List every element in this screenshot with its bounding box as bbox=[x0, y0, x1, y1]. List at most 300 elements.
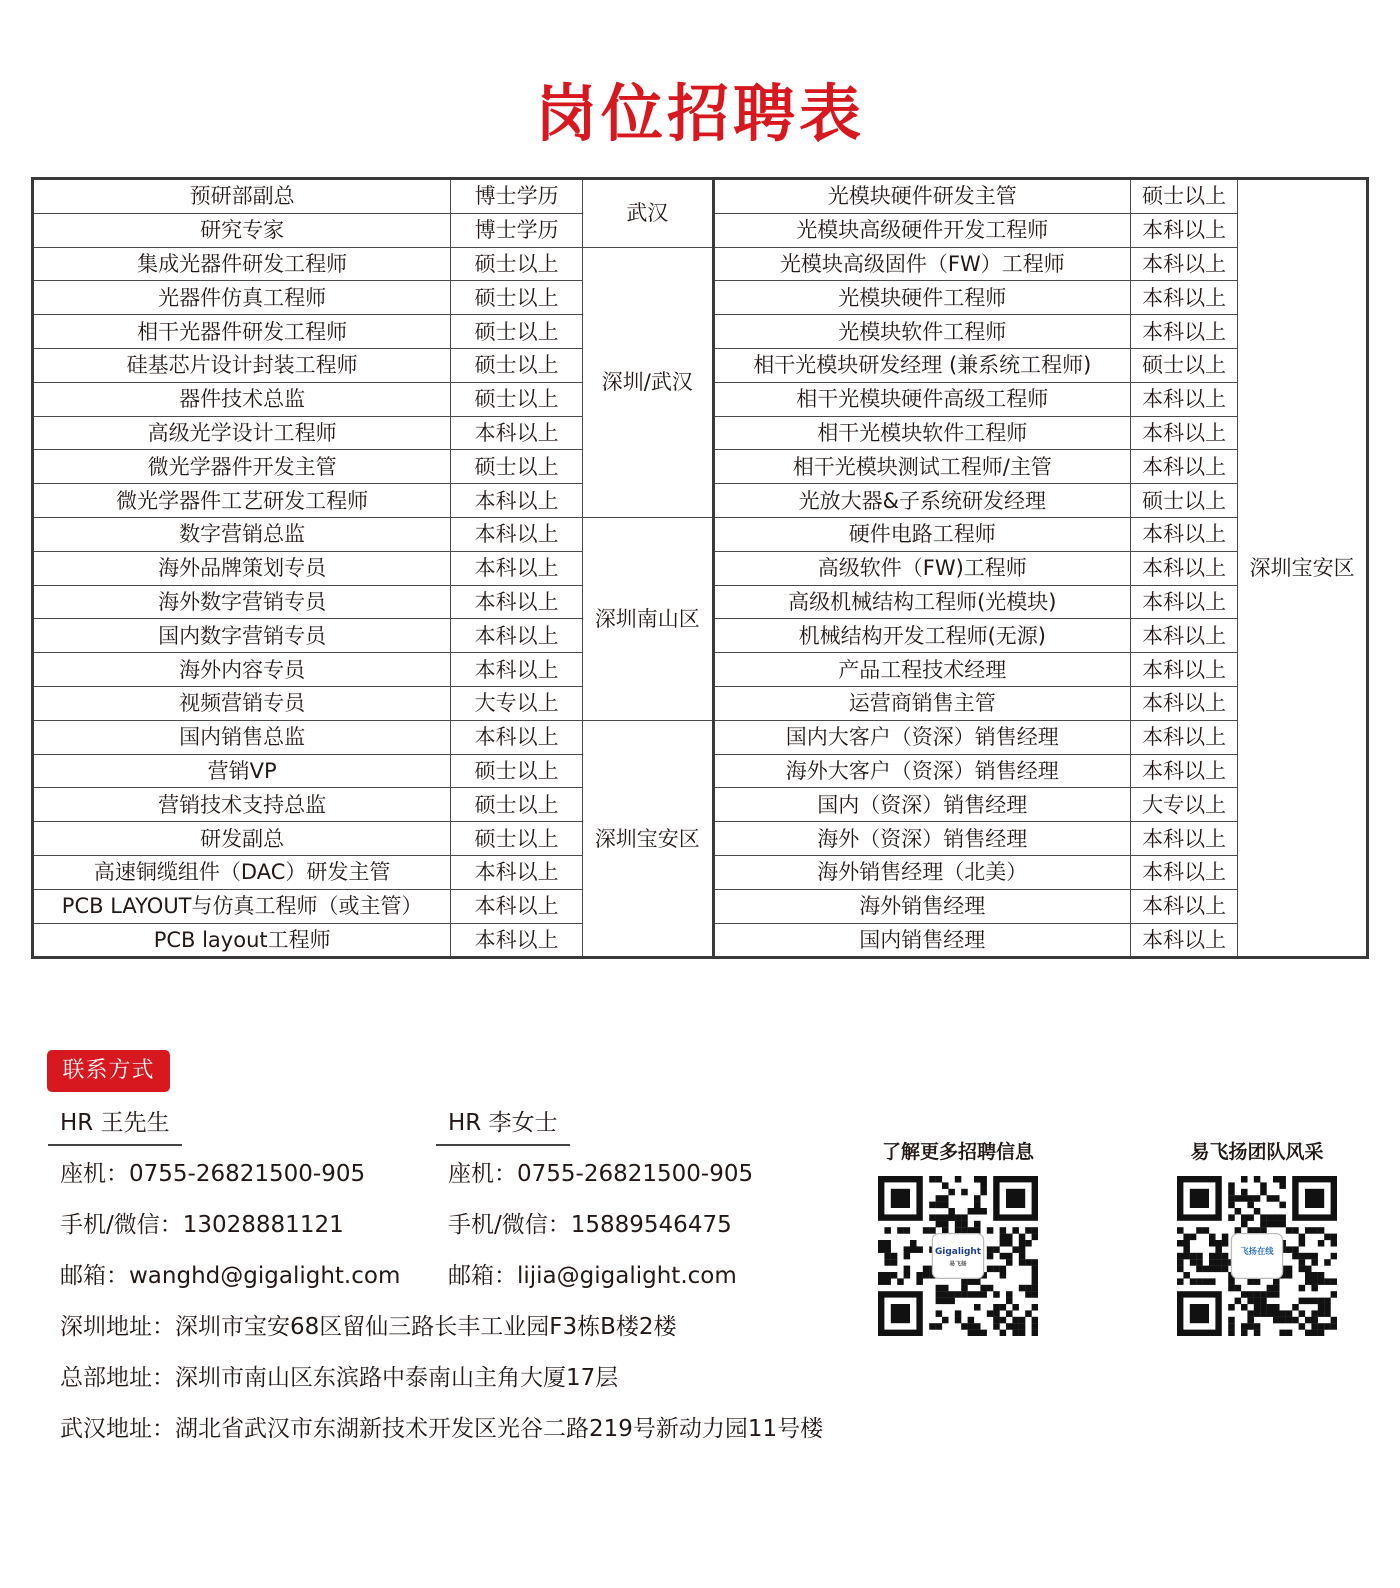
qr-module bbox=[1006, 1240, 1013, 1247]
qr-module bbox=[1260, 1291, 1267, 1298]
qr-module bbox=[904, 1272, 911, 1279]
qr-module bbox=[961, 1189, 968, 1196]
hr2-email: 邮箱：lijia@gigalight.com bbox=[448, 1263, 737, 1289]
qr-module bbox=[936, 1214, 943, 1221]
qr-module bbox=[1000, 1330, 1007, 1336]
qr-module bbox=[1267, 1291, 1274, 1298]
qr-module bbox=[1241, 1330, 1248, 1336]
qr-module bbox=[936, 1310, 943, 1317]
right-position-cell: 高级软件（FW)工程师 bbox=[713, 551, 1130, 585]
right-position-cell: 硬件电路工程师 bbox=[713, 517, 1130, 551]
right-position-cell: 海外销售经理 bbox=[713, 889, 1130, 923]
qr-module bbox=[980, 1208, 987, 1215]
qr-module bbox=[1000, 1227, 1007, 1234]
left-position-cell: 器件技术总监 bbox=[33, 382, 451, 416]
qr-module bbox=[1299, 1259, 1306, 1266]
left-education-cell: 本科以上 bbox=[451, 517, 583, 551]
qr-module bbox=[1254, 1278, 1261, 1285]
qr-module bbox=[1019, 1259, 1026, 1266]
qr-module bbox=[1286, 1330, 1293, 1336]
right-education-cell: 本科以上 bbox=[1130, 517, 1237, 551]
qr-module bbox=[891, 1253, 898, 1260]
qr-module bbox=[1292, 1253, 1299, 1260]
qr-module bbox=[929, 1214, 936, 1221]
qr-module bbox=[1025, 1259, 1032, 1266]
qr-module bbox=[936, 1285, 943, 1292]
right-education-cell: 本科以上 bbox=[1130, 315, 1237, 349]
qr-module bbox=[1318, 1240, 1325, 1247]
qr-module bbox=[1235, 1227, 1242, 1234]
qr-module bbox=[1267, 1310, 1274, 1317]
qr-module bbox=[961, 1278, 968, 1285]
qr-module bbox=[948, 1208, 955, 1215]
qr-logo-text: 飞扬在线 bbox=[1240, 1246, 1274, 1257]
qr-module bbox=[1247, 1195, 1254, 1202]
qr-module bbox=[1025, 1240, 1032, 1247]
left-position-cell: 高速铜缆组件（DAC）研发主管 bbox=[33, 855, 451, 889]
qr-module bbox=[878, 1246, 885, 1253]
right-position-cell: 海外大客户（资深）销售经理 bbox=[713, 754, 1130, 788]
qr-module bbox=[974, 1323, 981, 1330]
qr-module bbox=[884, 1259, 891, 1266]
qr-module bbox=[1273, 1176, 1280, 1183]
qr-title-team: 易飞扬团队风采 bbox=[1190, 1141, 1324, 1163]
qr-module bbox=[916, 1278, 923, 1285]
address-shenzhen: 深圳地址：深圳市宝安68区留仙三路长丰工业园F3栋B楼2楼 bbox=[60, 1314, 677, 1340]
qr-module bbox=[1279, 1330, 1286, 1336]
qr-module bbox=[1012, 1304, 1019, 1311]
qr-module bbox=[968, 1291, 975, 1298]
qr-module bbox=[1286, 1266, 1293, 1273]
qr-module bbox=[1254, 1176, 1261, 1183]
qr-module bbox=[1286, 1246, 1293, 1253]
qr-module bbox=[1183, 1253, 1190, 1260]
qr-module bbox=[1032, 1304, 1038, 1311]
qr-module bbox=[1235, 1298, 1242, 1305]
qr-module bbox=[1177, 1227, 1184, 1234]
qr-module bbox=[942, 1227, 949, 1234]
qr-module bbox=[878, 1272, 885, 1279]
qr-module bbox=[1267, 1304, 1274, 1311]
qr-module bbox=[1331, 1291, 1337, 1298]
right-position-cell: 相干光模块研发经理 (兼系统工程师) bbox=[713, 348, 1130, 382]
left-education-cell: 博士学历 bbox=[451, 213, 583, 247]
right-education-cell: 本科以上 bbox=[1130, 720, 1237, 754]
qr-module bbox=[1267, 1285, 1274, 1292]
qr-module bbox=[1324, 1304, 1331, 1311]
qr-module bbox=[1190, 1253, 1197, 1260]
qr-module bbox=[1260, 1310, 1267, 1317]
qr-module bbox=[974, 1227, 981, 1234]
left-location-cell: 深圳宝安区 bbox=[582, 720, 713, 958]
qr-module bbox=[1260, 1182, 1267, 1189]
qr-module bbox=[1254, 1298, 1261, 1305]
qr-module bbox=[1241, 1323, 1248, 1330]
qr-module bbox=[1012, 1317, 1019, 1324]
qr-module bbox=[1190, 1278, 1197, 1285]
qr-module bbox=[987, 1246, 994, 1253]
qr-module bbox=[993, 1310, 1000, 1317]
qr-module bbox=[1241, 1189, 1248, 1196]
left-position-cell: 研究专家 bbox=[33, 213, 451, 247]
qr-module bbox=[974, 1202, 981, 1209]
qr-module bbox=[1012, 1227, 1019, 1234]
qr-module bbox=[1286, 1310, 1293, 1317]
contact-badge: 联系方式 bbox=[47, 1050, 170, 1092]
qr-module bbox=[1318, 1227, 1325, 1234]
qr-module bbox=[1331, 1317, 1337, 1324]
qr-module bbox=[884, 1272, 891, 1279]
qr-module bbox=[968, 1227, 975, 1234]
left-position-cell: 研发副总 bbox=[33, 822, 451, 856]
qr-module bbox=[1019, 1285, 1026, 1292]
right-education-cell: 大专以上 bbox=[1130, 788, 1237, 822]
left-position-cell: 硅基芯片设计封装工程师 bbox=[33, 348, 451, 382]
qr-module bbox=[1331, 1234, 1337, 1241]
qr-module bbox=[961, 1221, 968, 1228]
qr-module bbox=[968, 1317, 975, 1324]
qr-module bbox=[936, 1221, 943, 1228]
team-qr-code[interactable] bbox=[1177, 1176, 1337, 1336]
qr-module bbox=[1203, 1227, 1210, 1234]
qr-module bbox=[987, 1253, 994, 1260]
qr-module bbox=[980, 1285, 987, 1292]
qr-module bbox=[1241, 1221, 1248, 1228]
right-education-cell: 硕士以上 bbox=[1130, 179, 1237, 214]
qr-module bbox=[904, 1227, 911, 1234]
qr-module bbox=[1305, 1278, 1312, 1285]
qr-module bbox=[993, 1317, 1000, 1324]
qr-module bbox=[929, 1176, 936, 1183]
right-education-cell: 本科以上 bbox=[1130, 855, 1237, 889]
qr-finder bbox=[1190, 1189, 1209, 1208]
qr-module bbox=[1331, 1240, 1337, 1247]
qr-module bbox=[1177, 1266, 1184, 1273]
qr-module bbox=[936, 1202, 943, 1209]
left-education-cell: 硕士以上 bbox=[451, 788, 583, 822]
left-education-cell: 本科以上 bbox=[451, 653, 583, 687]
right-position-cell: 相干光模块硬件高级工程师 bbox=[713, 382, 1130, 416]
qr-module bbox=[974, 1330, 981, 1336]
right-education-cell: 本科以上 bbox=[1130, 686, 1237, 720]
qr-module bbox=[1032, 1317, 1038, 1324]
right-position-cell: 光放大器&子系统研发经理 bbox=[713, 484, 1130, 518]
qr-module bbox=[1318, 1323, 1325, 1330]
qr-module bbox=[1032, 1259, 1038, 1266]
right-position-cell: 国内销售经理 bbox=[713, 923, 1130, 958]
qr-module bbox=[884, 1246, 891, 1253]
qr-module bbox=[942, 1291, 949, 1298]
qr-module bbox=[974, 1221, 981, 1228]
qr-module bbox=[1196, 1259, 1203, 1266]
qr-module bbox=[1324, 1278, 1331, 1285]
qr-module bbox=[1228, 1285, 1235, 1292]
recruitment-qr-code[interactable] bbox=[878, 1176, 1038, 1336]
qr-module bbox=[1228, 1214, 1235, 1221]
hr1-mobile: 手机/微信：13028881121 bbox=[60, 1212, 344, 1238]
right-position-cell: 相干光模块测试工程师/主管 bbox=[713, 450, 1130, 484]
qr-module bbox=[929, 1202, 936, 1209]
right-education-cell: 本科以上 bbox=[1130, 923, 1237, 958]
left-education-cell: 硕士以上 bbox=[451, 281, 583, 315]
qr-module bbox=[955, 1221, 962, 1228]
qr-module bbox=[1247, 1317, 1254, 1324]
qr-module bbox=[1215, 1240, 1222, 1247]
qr-module bbox=[1196, 1278, 1203, 1285]
qr-module bbox=[1183, 1272, 1190, 1279]
qr-logo-text bbox=[949, 1260, 966, 1268]
qr-module bbox=[1183, 1246, 1190, 1253]
qr-module bbox=[1260, 1189, 1267, 1196]
qr-module bbox=[1260, 1221, 1267, 1228]
qr-module bbox=[961, 1291, 968, 1298]
left-position-cell: 海外内容专员 bbox=[33, 653, 451, 687]
qr-module bbox=[936, 1323, 943, 1330]
qr-module bbox=[1305, 1253, 1312, 1260]
right-education-cell: 本科以上 bbox=[1130, 754, 1237, 788]
qr-module bbox=[1305, 1317, 1312, 1324]
qr-module bbox=[993, 1246, 1000, 1253]
qr-module bbox=[1019, 1323, 1026, 1330]
qr-module bbox=[1299, 1253, 1306, 1260]
qr-module bbox=[1012, 1330, 1019, 1336]
qr-module bbox=[1305, 1272, 1312, 1279]
qr-module bbox=[961, 1323, 968, 1330]
qr-module bbox=[929, 1227, 936, 1234]
left-education-cell: 大专以上 bbox=[451, 686, 583, 720]
qr-module bbox=[1299, 1323, 1306, 1330]
qr-module bbox=[1203, 1266, 1210, 1273]
left-position-cell: 海外品牌策划专员 bbox=[33, 551, 451, 585]
qr-module bbox=[1267, 1214, 1274, 1221]
qr-module bbox=[1305, 1227, 1312, 1234]
qr-module bbox=[1209, 1259, 1216, 1266]
qr-module bbox=[1215, 1266, 1222, 1273]
qr-module bbox=[1209, 1253, 1216, 1260]
qr-module bbox=[1292, 1246, 1299, 1253]
qr-module bbox=[1247, 1291, 1254, 1298]
left-education-cell: 本科以上 bbox=[451, 484, 583, 518]
qr-module bbox=[1000, 1234, 1007, 1241]
qr-module bbox=[948, 1298, 955, 1305]
qr-module bbox=[1241, 1291, 1248, 1298]
qr-module bbox=[1032, 1272, 1038, 1279]
qr-module bbox=[1299, 1234, 1306, 1241]
qr-module bbox=[1241, 1195, 1248, 1202]
qr-module bbox=[884, 1227, 891, 1234]
qr-module bbox=[904, 1253, 911, 1260]
qr-module bbox=[936, 1195, 943, 1202]
qr-module bbox=[980, 1291, 987, 1298]
qr-module bbox=[1000, 1240, 1007, 1247]
qr-module bbox=[1228, 1330, 1235, 1336]
qr-module bbox=[1247, 1298, 1254, 1305]
table-row bbox=[33, 720, 1368, 754]
qr-module bbox=[955, 1227, 962, 1234]
qr-module bbox=[1247, 1278, 1254, 1285]
qr-module bbox=[974, 1176, 981, 1183]
right-position-cell: 产品工程技术经理 bbox=[713, 653, 1130, 687]
right-education-cell: 本科以上 bbox=[1130, 619, 1237, 653]
right-education-cell: 本科以上 bbox=[1130, 247, 1237, 281]
qr-module bbox=[1311, 1323, 1318, 1330]
qr-module bbox=[1324, 1234, 1331, 1241]
qr-module bbox=[1228, 1278, 1235, 1285]
qr-module bbox=[1006, 1259, 1013, 1266]
qr-module bbox=[1318, 1272, 1325, 1279]
qr-module bbox=[993, 1323, 1000, 1330]
qr-module bbox=[1247, 1323, 1254, 1330]
qr-module bbox=[1025, 1227, 1032, 1234]
qr-module bbox=[1279, 1317, 1286, 1324]
qr-module bbox=[1311, 1227, 1318, 1234]
qr-module bbox=[961, 1227, 968, 1234]
qr-module bbox=[1273, 1304, 1280, 1311]
qr-module bbox=[1177, 1240, 1184, 1247]
qr-module bbox=[1305, 1298, 1312, 1305]
qr-module bbox=[1215, 1259, 1222, 1266]
qr-module bbox=[1000, 1272, 1007, 1279]
right-location-cell: 深圳宝安区 bbox=[1238, 179, 1368, 958]
qr-module bbox=[1215, 1246, 1222, 1253]
qr-module bbox=[1241, 1214, 1248, 1221]
qr-module bbox=[955, 1176, 962, 1183]
qr-module bbox=[1273, 1278, 1280, 1285]
left-education-cell: 硕士以上 bbox=[451, 247, 583, 281]
qr-module bbox=[1254, 1330, 1261, 1336]
right-education-cell: 本科以上 bbox=[1130, 585, 1237, 619]
qr-module bbox=[1247, 1310, 1254, 1317]
left-position-cell: PCB layout工程师 bbox=[33, 923, 451, 958]
qr-module bbox=[1254, 1208, 1261, 1215]
qr-module bbox=[891, 1272, 898, 1279]
qr-module bbox=[1000, 1304, 1007, 1311]
qr-module bbox=[1006, 1291, 1013, 1298]
right-position-cell: 国内（资深）销售经理 bbox=[713, 788, 1130, 822]
qr-module bbox=[1311, 1298, 1318, 1305]
qr-module bbox=[961, 1214, 968, 1221]
qr-module bbox=[942, 1202, 949, 1209]
qr-module bbox=[884, 1278, 891, 1285]
qr-module bbox=[1254, 1310, 1261, 1317]
qr-module bbox=[910, 1240, 917, 1247]
qr-module bbox=[1019, 1253, 1026, 1260]
qr-module bbox=[1254, 1291, 1261, 1298]
qr-module bbox=[1311, 1317, 1318, 1324]
right-position-cell: 光模块高级固件（FW）工程师 bbox=[713, 247, 1130, 281]
left-education-cell: 硕士以上 bbox=[451, 754, 583, 788]
qr-module bbox=[1267, 1195, 1274, 1202]
qr-module bbox=[897, 1278, 904, 1285]
right-position-cell: 运营商销售主管 bbox=[713, 686, 1130, 720]
qr-module bbox=[942, 1285, 949, 1292]
qr-module bbox=[955, 1214, 962, 1221]
qr-module bbox=[1254, 1323, 1261, 1330]
qr-module bbox=[1196, 1227, 1203, 1234]
qr-module bbox=[1228, 1195, 1235, 1202]
qr-module bbox=[1299, 1285, 1306, 1292]
qr-module bbox=[1190, 1259, 1197, 1266]
qr-module bbox=[1196, 1266, 1203, 1273]
qr-module bbox=[1228, 1202, 1235, 1209]
qr-module bbox=[1311, 1285, 1318, 1292]
left-position-cell: 预研部副总 bbox=[33, 179, 451, 214]
qr-module bbox=[1209, 1266, 1216, 1273]
left-position-cell: 视频营销专员 bbox=[33, 686, 451, 720]
qr-module bbox=[1286, 1317, 1293, 1324]
left-education-cell: 本科以上 bbox=[451, 855, 583, 889]
qr-module bbox=[955, 1310, 962, 1317]
qr-module bbox=[1254, 1304, 1261, 1311]
qr-module bbox=[1000, 1266, 1007, 1273]
qr-module bbox=[968, 1323, 975, 1330]
qr-module bbox=[1311, 1272, 1318, 1279]
qr-module bbox=[936, 1298, 943, 1305]
qr-module bbox=[1222, 1253, 1229, 1260]
qr-module bbox=[1235, 1285, 1242, 1292]
qr-module bbox=[1254, 1227, 1261, 1234]
left-position-cell: 微光学器件开发主管 bbox=[33, 450, 451, 484]
table-row bbox=[33, 247, 1368, 281]
qr-module bbox=[974, 1195, 981, 1202]
qr-module bbox=[1228, 1189, 1235, 1196]
qr-title-recruitment: 了解更多招聘信息 bbox=[881, 1141, 1034, 1163]
left-education-cell: 本科以上 bbox=[451, 585, 583, 619]
left-education-cell: 硕士以上 bbox=[451, 382, 583, 416]
qr-module bbox=[1006, 1310, 1013, 1317]
qr-module bbox=[1247, 1214, 1254, 1221]
qr-module bbox=[1215, 1253, 1222, 1260]
left-education-cell: 本科以上 bbox=[451, 720, 583, 754]
qr-module bbox=[878, 1240, 885, 1247]
qr-module bbox=[1260, 1298, 1267, 1305]
qr-finder bbox=[891, 1189, 910, 1208]
right-education-cell: 硕士以上 bbox=[1130, 484, 1237, 518]
table-row bbox=[33, 517, 1368, 551]
qr-module bbox=[968, 1278, 975, 1285]
qr-module bbox=[1019, 1240, 1026, 1247]
qr-module bbox=[942, 1195, 949, 1202]
qr-module bbox=[1305, 1330, 1312, 1336]
qr-module bbox=[1032, 1266, 1038, 1273]
qr-module bbox=[1032, 1285, 1038, 1292]
qr-module bbox=[916, 1246, 923, 1253]
right-education-cell: 本科以上 bbox=[1130, 416, 1237, 450]
left-position-cell: 高级光学设计工程师 bbox=[33, 416, 451, 450]
qr-module bbox=[1318, 1278, 1325, 1285]
qr-module bbox=[1177, 1259, 1184, 1266]
left-education-cell: 硕士以上 bbox=[451, 450, 583, 484]
qr-module bbox=[1267, 1221, 1274, 1228]
right-education-cell: 本科以上 bbox=[1130, 822, 1237, 856]
hr1-landline: 座机：0755-26821500-905 bbox=[60, 1161, 366, 1187]
qr-module bbox=[910, 1246, 917, 1253]
left-position-cell: 集成光器件研发工程师 bbox=[33, 247, 451, 281]
right-education-cell: 本科以上 bbox=[1130, 281, 1237, 315]
qr-module bbox=[1032, 1234, 1038, 1241]
recruitment-table bbox=[31, 177, 1369, 959]
qr-module bbox=[1311, 1253, 1318, 1260]
qr-module bbox=[942, 1214, 949, 1221]
qr-module bbox=[987, 1227, 994, 1234]
qr-module bbox=[1273, 1310, 1280, 1317]
qr-module bbox=[1177, 1253, 1184, 1260]
left-position-cell: 国内数字营销专员 bbox=[33, 619, 451, 653]
right-position-cell: 光模块硬件研发主管 bbox=[713, 179, 1130, 214]
qr-finder bbox=[1305, 1189, 1324, 1208]
right-position-cell: 相干光模块软件工程师 bbox=[713, 416, 1130, 450]
qr-module bbox=[1286, 1227, 1293, 1234]
